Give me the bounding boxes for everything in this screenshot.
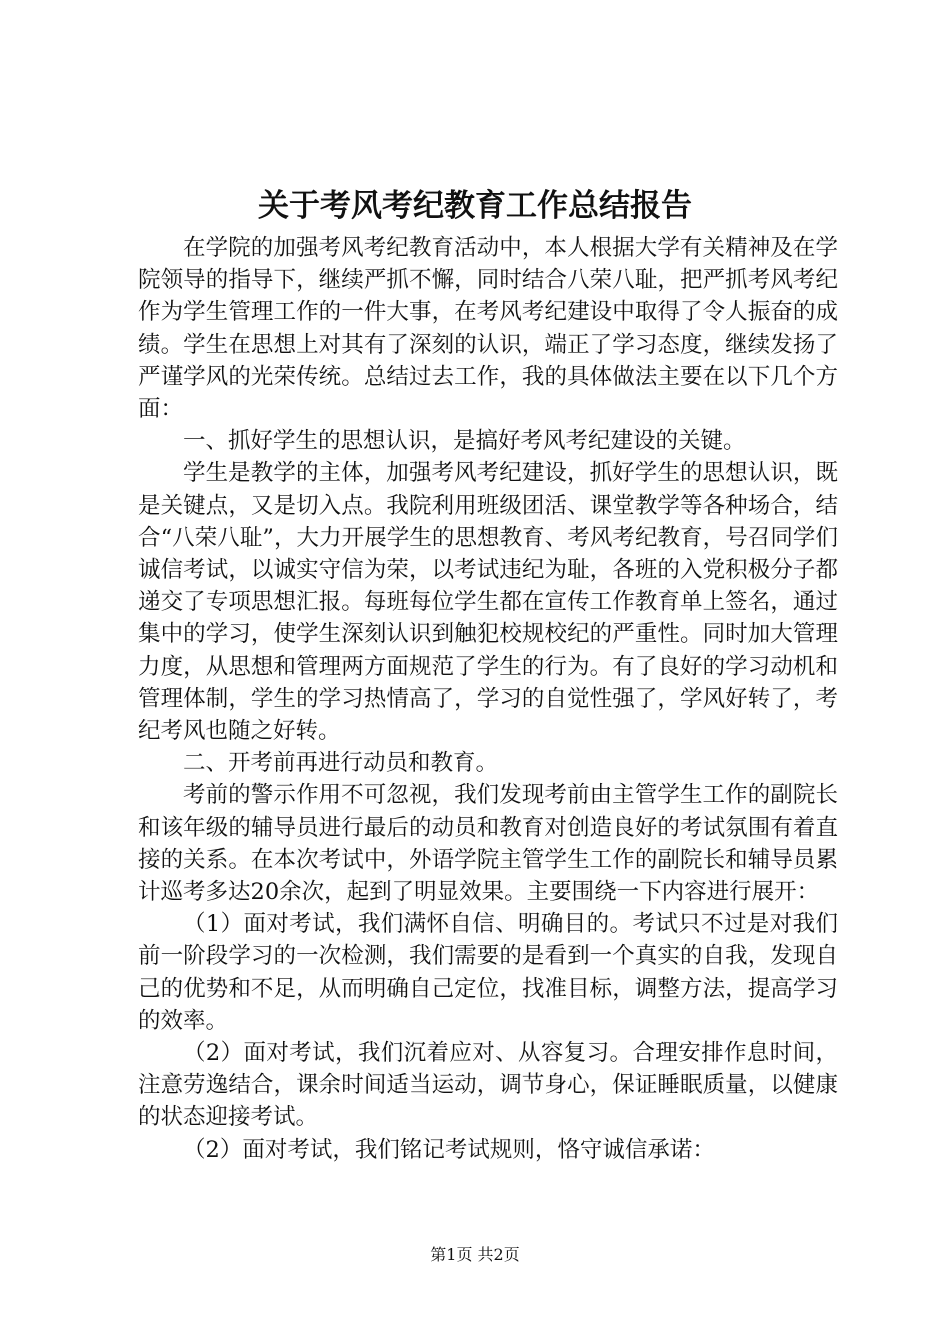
page-footer: 第1页 共2页 [430, 1245, 520, 1264]
list-item-1: （1）面对考试，我们满怀自信、明确目的。考试只不过是对我们前一阶段学习的一次检测，我们需要的是看到一个真实的自我，发现自己的优势和不足，从而明确自己定位，找准目标，调整方法，提高学习的效率。 [138, 911, 838, 1034]
paragraph-section-2: 考前的警示作用不可忽视，我们发现考前由主管学生工作的副院长和该年级的辅导员进行最后的动员和教育对创造良好的考试氛围有着直接的关系。在本次考试中，外语学院主管学生工作的副院长和辅导员累计巡考多达20余次，起到了明显效果。主要围绕一下内容进行展开： [138, 782, 838, 906]
list-item-3: （2）面对考试，我们铭记考试规则，恪守诚信承诺： [183, 1136, 715, 1163]
paragraph-section-1: 学生是教学的主体，加强考风考纪建设，抓好学生的思想认识，既是关键点，又是切入点。我院利用班级团活、课堂教学等各种场合，结合“八荣八耻”，大力开展学生的思想教育、考风考纪教育，号召同学们诚信考试，以诚实守信为荣，以考试违纪为耻，各班的入党积极分子都递交了专项思想汇报。每班每位学生都在宣传工作教育单上签名，通过集中的学习，使学生深刻认识到触犯校规校纪的严重性。同时加大管理力度，从思想和管理两方面规范了学生的行为。有了良好的学习动机和管理体制，学生的学习热情高了，学习的自觉性强了，学风好转了，考纪考风也随之好转。 [138, 460, 838, 745]
paragraph-intro: 在学院的加强考风考纪教育活动中，本人根据大学有关精神及在学院领导的指导下，继续严抓不懈，同时结合八荣八耻，把严抓考风考纪作为学生管理工作的一件大事，在考风考纪建设中取得了令人振奋的成绩。学生在思想上对其有了深刻的认识，端正了学习态度，继续发扬了严谨学风的光荣传统。总结过去工作，我的具体做法主要在以下几个方面： [138, 235, 838, 423]
heading-section-2: 二、开考前再进行动员和教育。 [183, 750, 499, 777]
heading-section-1: 一、抓好学生的思想认识，是搞好考风考纪建设的关键。 [183, 428, 746, 455]
document-title: 关于考风考纪教育工作总结报告 [258, 188, 692, 224]
document-body [138, 232, 838, 1166]
list-item-2: （2）面对考试，我们沉着应对、从容复习。合理安排作息时间，注意劳逸结合，课余时间适当运动，调节身心，保证睡眠质量，以健康的状态迎接考试。 [138, 1040, 838, 1131]
